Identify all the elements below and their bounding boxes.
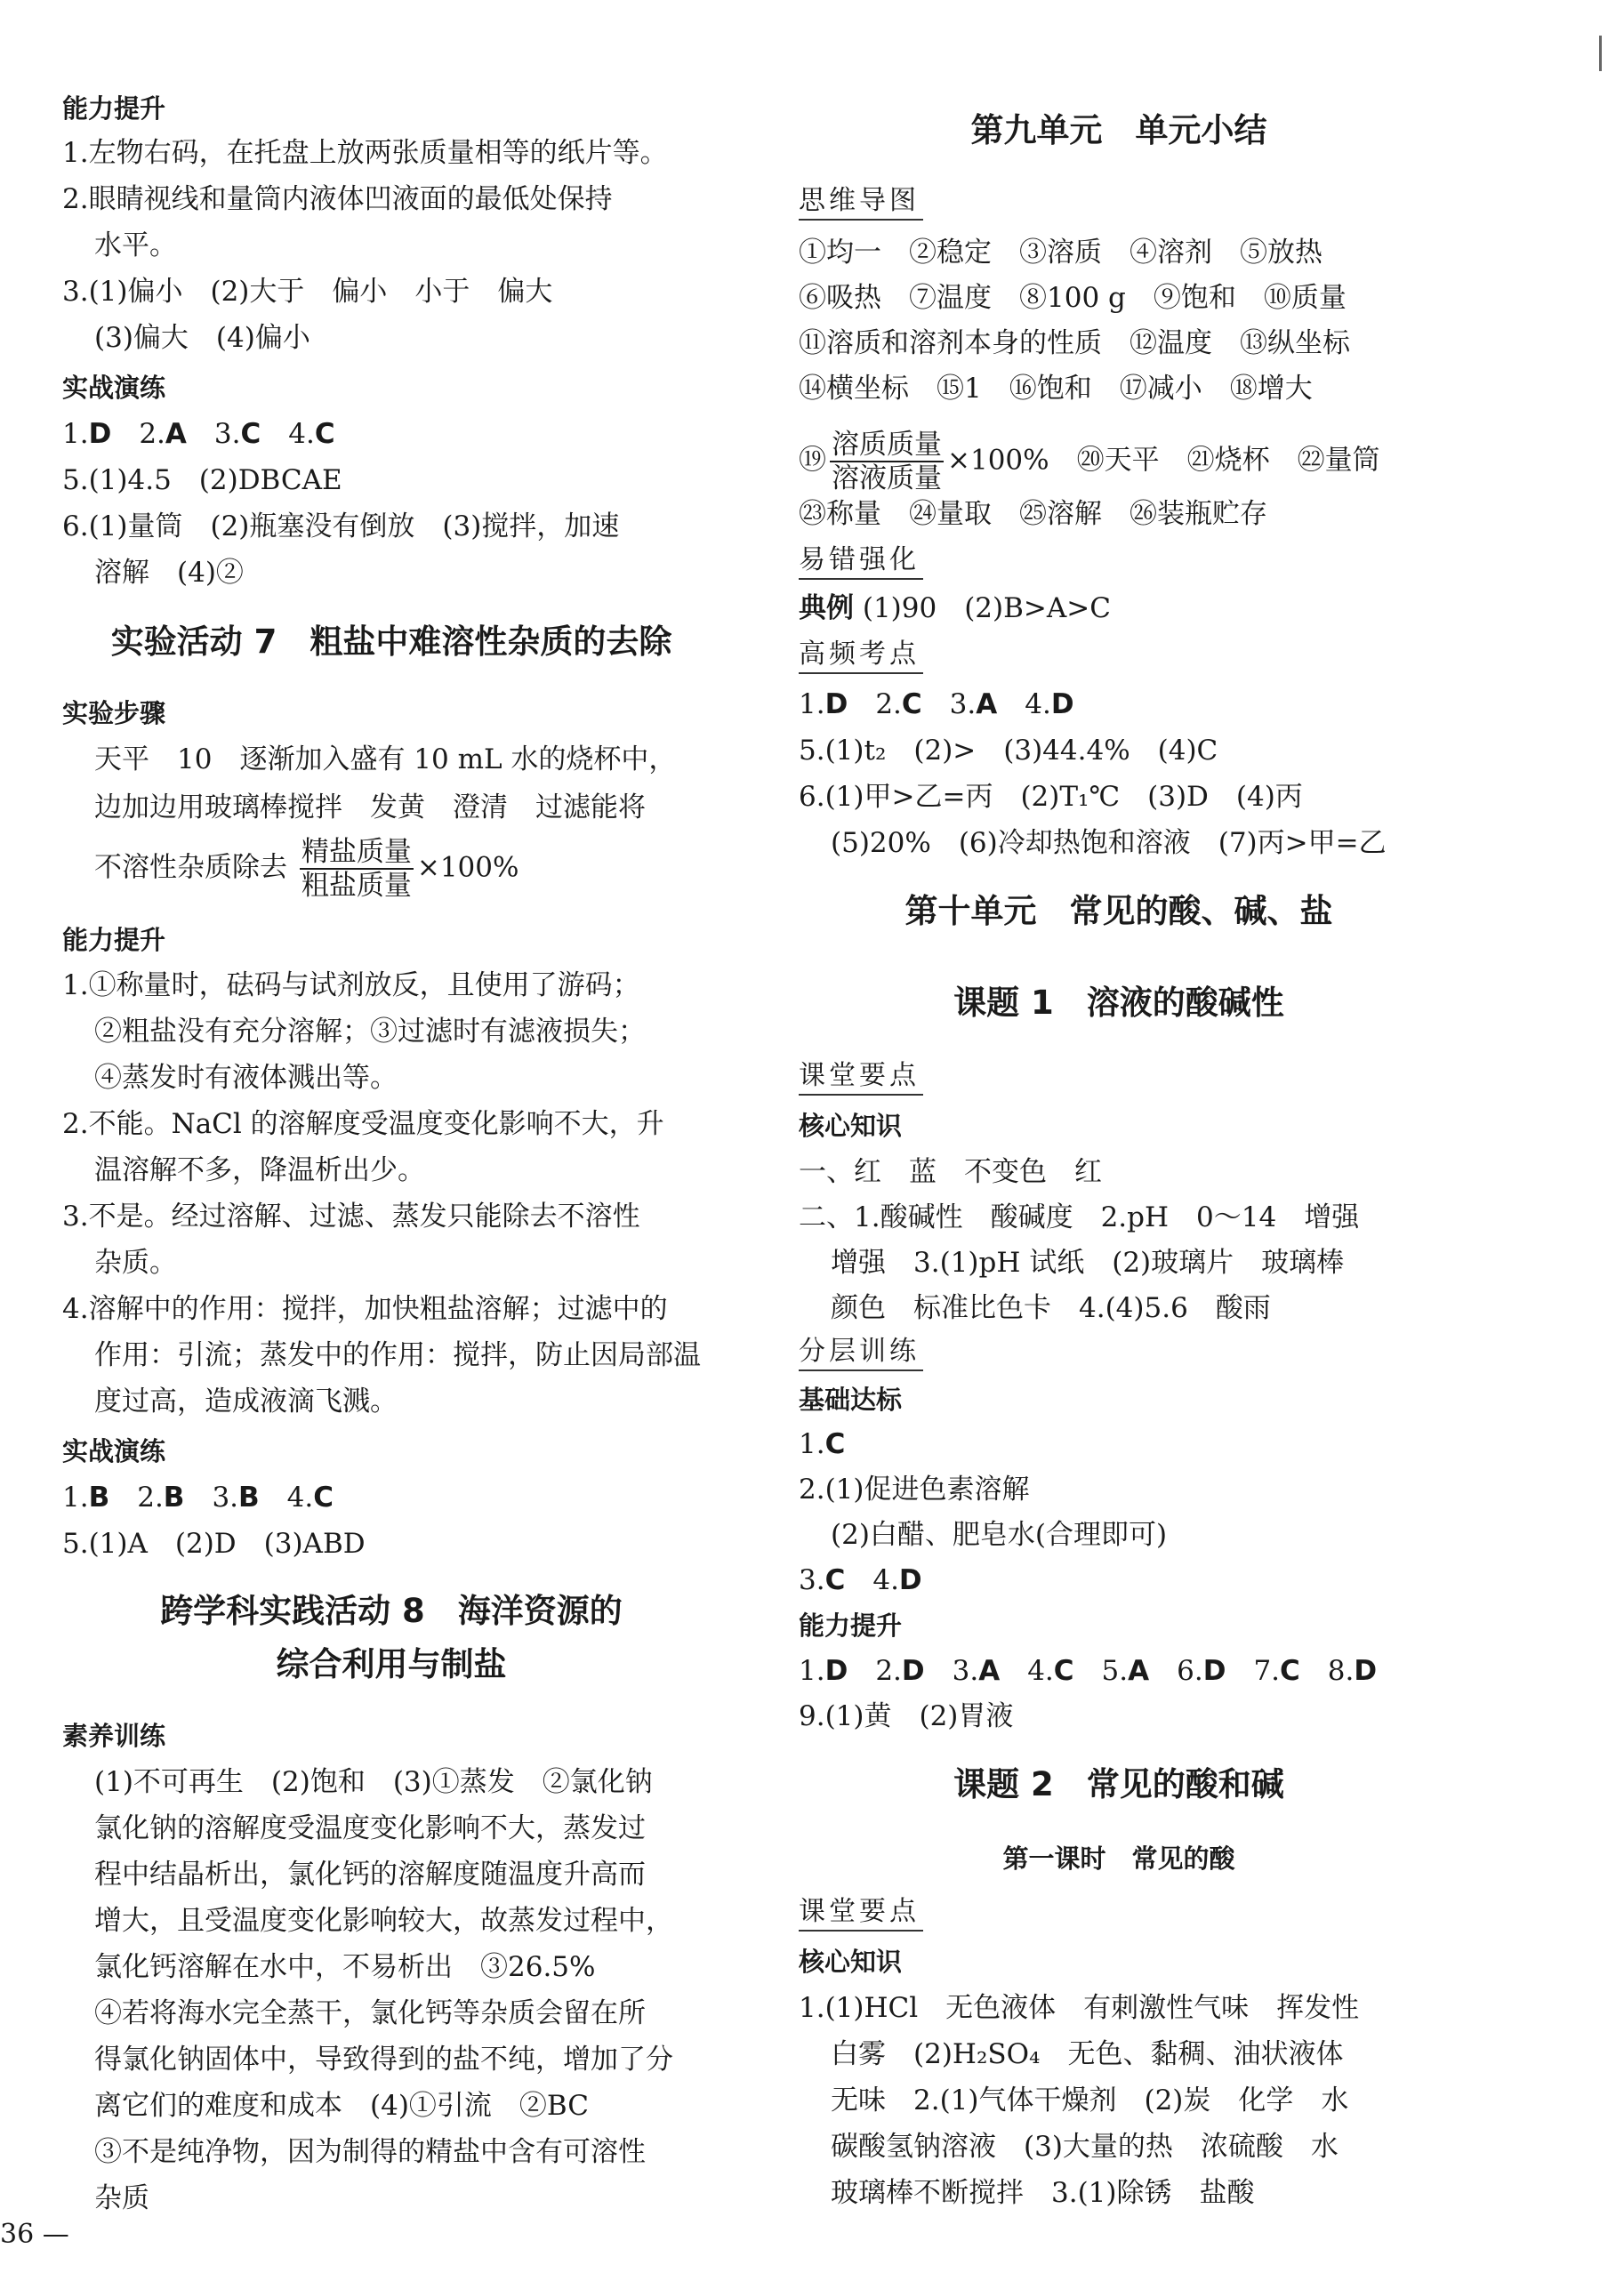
section-subtitle: 课题 2 常见的酸和碱 (953, 1765, 1284, 1803)
section-heading: 实战演练 (62, 373, 166, 403)
answer-line: (2)白醋、肥皂水(合理即可) (831, 1519, 1168, 1551)
handwritten-heading: 课堂要点 (799, 1894, 923, 1932)
section-heading: 实验步骤 (62, 698, 166, 728)
fraction-denominator: 溶液质量 (832, 462, 942, 494)
section-title: 第九单元 单元小结 (970, 111, 1267, 149)
answer-line: ②粗盐没有充分溶解；③过滤时有滤液损失； (94, 1016, 646, 1048)
section-title: 综合利用与制盐 (276, 1645, 507, 1683)
answer-line: 溶解 (4)② (94, 557, 244, 589)
answer-line: ④若将海水完全蒸干，氯化钙等杂质会留在所 (94, 1997, 646, 2029)
section-heading: 实战演练 (62, 1436, 166, 1466)
answer-line: 作用：引流；蒸发中的作用：搅拌，防止因局部温 (94, 1339, 701, 1371)
answer-line: ①均一 ②稳定 ③溶质 ④溶剂 ⑤放热 (799, 237, 1323, 269)
answer-line: (5)20% (6)冷却热饱和溶液 (7)丙>甲=乙 (831, 827, 1387, 859)
fraction-numerator: 精盐质量 (301, 836, 412, 868)
answer-line: 白雾 (2)H₂SO₄ 无色、黏稠、油状液体 (831, 2038, 1344, 2070)
answer-line: 1.D 2.D 3.A 4.C 5.A 6.D 7.C 8.D (799, 1655, 1378, 1687)
answer-line: ⑥吸热 ⑦温度 ⑧100 g ⑨饱和 ⑩质量 (799, 282, 1347, 314)
answer-line: 增强 3.(1)pH 试纸 (2)玻璃片 玻璃棒 (831, 1247, 1345, 1279)
answer-line: (3)偏大 (4)偏小 (94, 322, 310, 354)
answer-line: 2.(1)促进色素溶解 (799, 1474, 1030, 1506)
answer-line: 3.C 4.D (799, 1564, 922, 1596)
handwritten-heading: 高频考点 (799, 637, 923, 674)
page-number: 36 — (0, 2219, 69, 2250)
section-heading: 基础达标 (799, 1385, 903, 1415)
fraction (300, 836, 414, 902)
answer-line: 6.(1)量筒 (2)瓶塞没有倒放 (3)搅拌，加速 (62, 510, 620, 542)
answer-line: 1.左物右码，在托盘上放两张质量相等的纸片等。 (62, 137, 668, 169)
answer-line: 程中结晶析出，氯化钙的溶解度随温度升高而 (94, 1859, 646, 1891)
section-heading: 能力提升 (799, 1610, 903, 1641)
answer-line: 6.(1)甲>乙=丙 (2)T₁℃ (3)D (4)丙 (799, 781, 1303, 813)
answer-line: 1.C (799, 1428, 846, 1460)
section-title: 第十单元 常见的酸、碱、盐 (904, 892, 1333, 930)
answer-line: 1.①称量时，砝码与试剂放反，且使用了游码； (62, 969, 640, 1001)
answer-line: 1.(1)HCl 无色液体 有刺激性气味 挥发性 (799, 1992, 1360, 2024)
answer-line: 4.溶解中的作用：搅拌，加快粗盐溶解；过滤中的 (62, 1293, 668, 1325)
answer-line: 1.D 2.A 3.C 4.C (62, 418, 335, 450)
answer-line: 1.B 2.B 3.B 4.C (62, 1482, 334, 1514)
answer-line: 碳酸氢钠溶液 (3)大量的热 浓硫酸 水 (831, 2131, 1339, 2163)
section-heading: 核心知识 (799, 1111, 903, 1141)
answer-line: ⑪溶质和溶剂本身的性质 ⑫温度 ⑬纵坐标 (799, 327, 1350, 359)
section-heading: 能力提升 (62, 925, 166, 955)
answer-line: 边加边用玻璃棒搅拌 发黄 澄清 过滤能将 (94, 791, 646, 823)
section-title: 实验活动 7 粗盐中难溶性杂质的去除 (110, 622, 672, 661)
answer-line: 天平 10 逐渐加入盛有 10 mL 水的烧杯中， (94, 743, 677, 775)
answer-line: ⑭横坐标 ⑮1 ⑯饱和 ⑰减小 ⑱增大 (799, 373, 1313, 405)
answer-line: ④蒸发时有液体溅出等。 (94, 1062, 398, 1094)
answer-line: 2.不能。NaCl 的溶解度受温度变化影响不大，升 (62, 1108, 664, 1140)
answer-line-fraction: ⑲ $\frac{\text{溶质质量}}{\text{溶液质量}}$ ×100% ⑳天平 ㉑烧杯 ㉒量筒 (799, 429, 1380, 494)
fraction-denominator: 粗盐质量 (301, 870, 412, 902)
answer-line: 9.(1)黄 (2)胃液 (799, 1700, 1014, 1732)
answer-line: 离它们的难度和成本 (4)①引流 ②BC (94, 2090, 589, 2122)
answer-line: 氯化钙溶解在水中，不易析出 ③26.5% (94, 1951, 596, 1983)
answer-line: 无味 2.(1)气体干燥剂 (2)炭 化学 水 (831, 2084, 1349, 2116)
fraction (830, 429, 944, 494)
answer-line: 氯化钠的溶解度受温度变化影响不大，蒸发过 (94, 1812, 646, 1844)
handwritten-heading: 易错强化 (799, 542, 923, 580)
answer-line: 杂质。 (94, 1247, 177, 1279)
answer-line: 5.(1)4.5 (2)DBCAE (62, 464, 342, 496)
section-heading: 核心知识 (799, 1947, 903, 1977)
answer-line: 3.不是。经过溶解、过滤、蒸发只能除去不溶性 (62, 1201, 640, 1233)
answer-line: 颜色 标准比色卡 4.(4)5.6 酸雨 (831, 1292, 1271, 1324)
answer-line: 2.眼睛视线和量筒内液体凹液面的最低处保持 (62, 183, 613, 215)
answer-line: 增大，且受温度变化影响较大，故蒸发过程中， (94, 1905, 673, 1937)
section-subtitle: 课题 1 溶液的酸碱性 (953, 984, 1284, 1022)
answer-line: 典例 (1)90 (2)B>A>C (799, 592, 1111, 624)
answer-line: 得氯化钠固体中，导致得到的盐不纯，增加了分 (94, 2044, 673, 2076)
answer-line: 5.(1)A (2)D (3)ABD (62, 1528, 366, 1560)
answer-line: 二、1.酸碱性 酸碱度 2.pH 0～14 增强 (799, 1201, 1360, 1233)
answer-line: 度过高，造成液滴飞溅。 (94, 1385, 398, 1418)
lesson-subtitle: 第一课时 常见的酸 (1002, 1843, 1235, 1874)
answer-line: 玻璃棒不断搅拌 3.(1)除锈 盐酸 (831, 2177, 1255, 2209)
answer-line: 1.D 2.C 3.A 4.D (799, 688, 1074, 720)
section-heading: 能力提升 (62, 93, 166, 124)
answer-line: 杂质 (94, 2182, 149, 2214)
handwritten-heading: 思维导图 (799, 183, 923, 221)
answer-line: 3.(1)偏小 (2)大于 偏小 小于 偏大 (62, 276, 553, 308)
handwritten-heading: 分层训练 (799, 1334, 923, 1371)
section-title: 跨学科实践活动 8 海洋资源的 (160, 1592, 623, 1630)
answer-line: ③不是纯净物，因为制得的精盐中含有可溶性 (94, 2136, 646, 2168)
page-edge-mark (1599, 36, 1602, 71)
answer-line: ㉓称量 ㉔量取 ㉕溶解 ㉖装瓶贮存 (799, 498, 1267, 530)
handwritten-heading: 课堂要点 (799, 1058, 923, 1096)
answer-line: 温溶解不多，降温析出少。 (94, 1154, 425, 1186)
answer-line-fraction: 不溶性杂质除去 $\frac{\text{精盐质量}}{\text{粗盐质量}}$ ×100% (94, 836, 519, 902)
answer-line: 一、红 蓝 不变色 红 (799, 1156, 1102, 1188)
section-heading: 素养训练 (62, 1721, 166, 1751)
answer-line: 水平。 (94, 229, 177, 261)
fraction-numerator: 溶质质量 (832, 429, 942, 461)
answer-line: (1)不可再生 (2)饱和 (3)①蒸发 ②氯化钠 (94, 1766, 653, 1798)
answer-line: 5.(1)t₂ (2)> (3)44.4% (4)C (799, 735, 1218, 767)
